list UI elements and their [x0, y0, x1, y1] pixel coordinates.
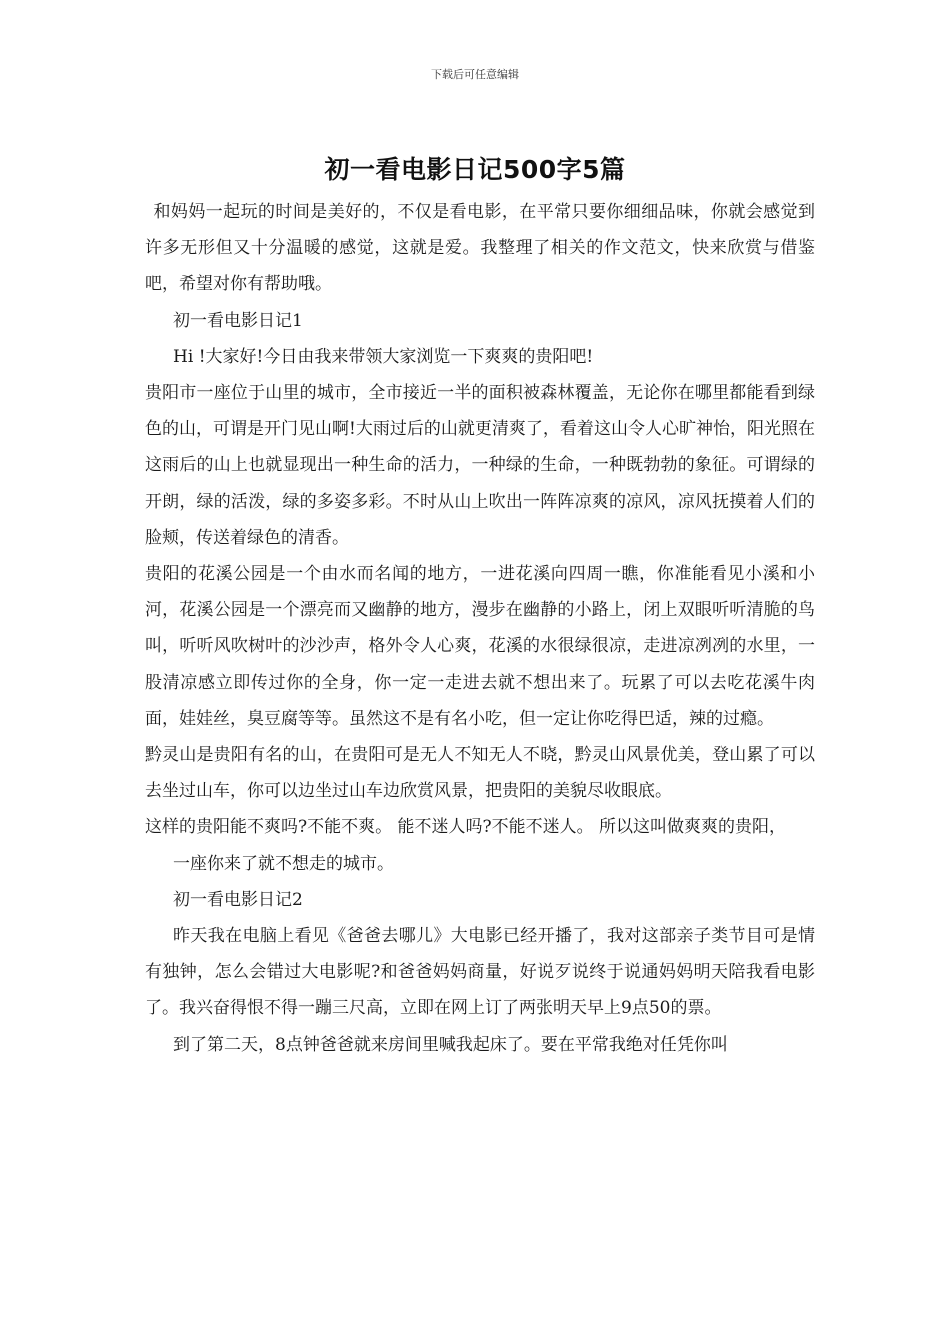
entry1-paragraph-4: 这样的贵阳能不爽吗?不能不爽。 能不迷人吗?不能不迷人。 所以这叫做爽爽的贵阳， — [145, 817, 787, 838]
entry1-greeting: Hi !大家好!今日由我来带领大家浏览一下爽爽的贵阳吧! — [173, 346, 594, 367]
entry1-paragraph-3: 黔灵山是贵阳有名的山，在贵阳可是无人不知无人不晓，黔灵山风景优美，登山累了可以去坐过山车，你可以边坐过山车边欣赏风景，把贵阳的美貌尽收眼底。 — [145, 745, 815, 802]
document-body — [145, 194, 815, 1063]
entry1-paragraph-2: 贵阳的花溪公园是一个由水而名闻的地方，一进花溪向四周一瞧，你准能看见小溪和小河，花溪公园是一个漂亮而又幽静的地方，漫步在幽静的小路上，闭上双眼听听清脆的鸟叫，听听风吹树叶的沙沙声，格外令人心爽，花溪的水很绿很凉，走进凉冽冽的水里，一股清凉感立即传过你的全身，你一定一走进去就不想出来了。玩累了可以去吃花溪牛肉面，娃娃丝，臭豆腐等等。虽然这不是有名小吃，但一定让你吃得巴适，辣的过瘾。 — [145, 564, 815, 729]
intro-paragraph: 和妈妈一起玩的时间是美好的，不仅是看电影，在平常只要你细细品味，你就会感觉到许多无形但又十分温暖的感觉，这就是爱。我整理了相关的作文范文，快来欣赏与借鉴吧，希望对你有帮助哦。 — [145, 202, 815, 295]
entry-heading-2: 初一看电影日记2 — [173, 889, 303, 910]
header-note: 下载后可任意编辑 — [431, 68, 519, 81]
entry1-paragraph-5: 一座你来了就不想走的城市。 — [173, 853, 395, 874]
entry1-paragraph-1: 贵阳市一座位于山里的城市，全市接近一半的面积被森林覆盖，无论你在哪里都能看到绿色的山，可谓是开门见山啊!大雨过后的山就更清爽了，看着这山令人心旷神怡，阳光照在这雨后的山上也就显现出一种生命的活力，一种绿的生命，一种既勃勃的象征。可谓绿的开朗，绿的活泼，绿的多姿多彩。不时从山上吹出一阵阵凉爽的凉风，凉风抚摸着人们的脸颊，传送着绿色的清香。 — [145, 383, 815, 548]
entry-heading-1: 初一看电影日记1 — [173, 310, 303, 331]
entry2-paragraph-2: 到了第二天，8点钟爸爸就来房间里喊我起床了。要在平常我绝对任凭你叫 — [173, 1034, 728, 1055]
entry2-paragraph-1: 昨天我在电脑上看见《爸爸去哪儿》大电影已经开播了，我对这部亲子类节目可是情有独钟，怎么会错过大电影呢?和爸爸妈妈商量，好说歹说终于说通妈妈明天陪我看电影了。我兴奋得恨不得一蹦三尺高，立即在网上订了两张明天早上9点50的票。 — [145, 926, 815, 1019]
document-title: 初一看电影日记500字5篇 — [324, 155, 626, 184]
